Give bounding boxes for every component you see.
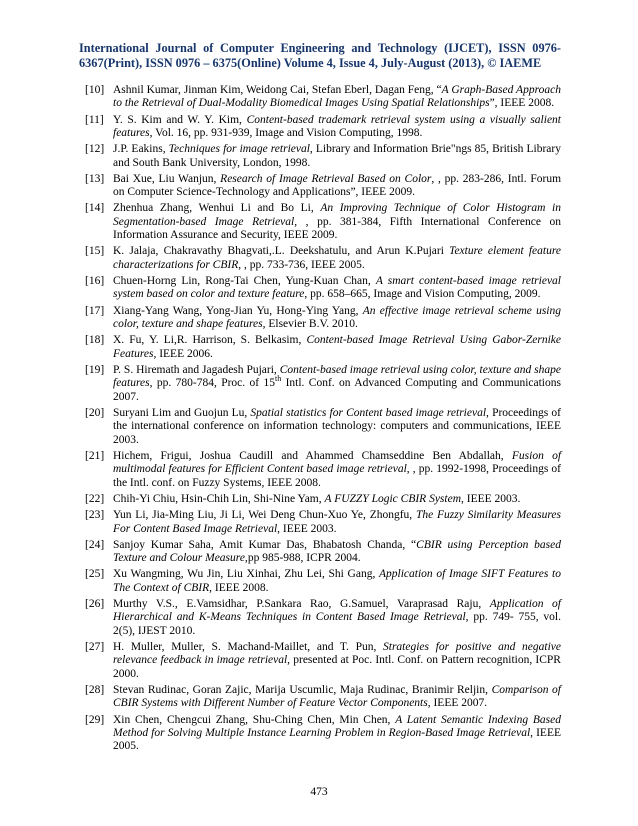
reference-number: [20] (85, 406, 105, 419)
reference-number: [25] (85, 568, 105, 581)
reference-segment: K. Jalaja, Chakravathy Bhagvati,.L. Deekshatulu, and Arun K.Pujari (113, 245, 450, 258)
reference-segment: Suryani Lim and Guojun Lu, (113, 406, 251, 419)
reference-title: A FUZZY Logic CBIR System (324, 492, 462, 505)
reference-segment: , IEEE 2007. (427, 697, 488, 710)
reference-segment: Murthy V.S., E.Vamsidhar, P.Sankara Rao, G.Samuel, Varaprasad Raju, (113, 597, 490, 610)
reference-item (79, 598, 561, 638)
reference-segment: , , pp. 381-384, Fifth International Conference on Information Assurance and Security, IEEE 2009. (113, 215, 561, 242)
reference-item (79, 84, 561, 111)
reference-segment: , Elsevier B.V. 2010. (262, 318, 358, 331)
reference-text (113, 202, 561, 242)
reference-title: Fusion of multimodal features for Efficient Content based image retrieval (113, 449, 562, 476)
reference-title: Texture element feature characterizations for CBIR (113, 245, 561, 271)
reference-segment: ”, IEEE 2008. (489, 97, 555, 110)
reference-segment: Y. S. Kim and W. Y. Kim, (113, 113, 247, 126)
reference-segment: th (274, 374, 282, 384)
reference-segment: Intl. Conf. on Advanced Computing and Communications 2007. (113, 377, 561, 403)
reference-segment: , IEEE 2003. (277, 522, 337, 535)
reference-number: [26] (85, 597, 105, 610)
reference-title: Strategies for positive and negative relevance feedback in image retrieval (113, 640, 561, 667)
reference-number: [12] (85, 143, 105, 156)
reference-number: [28] (85, 684, 105, 696)
reference-title: Application of Image SIFT Features to The Context of CBIR (113, 568, 561, 594)
reference-text (113, 641, 561, 681)
reference-segment: J.P. Eakins, (113, 143, 169, 156)
reference-text (113, 364, 561, 404)
reference-text (113, 114, 561, 141)
reference-list (79, 84, 561, 757)
reference-title: An effective image retrieval scheme using color, texture and shape features (113, 304, 561, 331)
reference-item (79, 334, 561, 361)
reference-number: [14] (85, 202, 105, 215)
reference-text (113, 407, 561, 447)
reference-segment: , IEEE 2008. (209, 581, 269, 594)
reference-text (113, 84, 561, 111)
reference-text (113, 539, 561, 566)
reference-text (113, 714, 561, 754)
reference-text (113, 173, 561, 200)
reference-segment: Xu Wangming, Wu Jin, Liu Xinhai, Zhu Lei, Shi Gang, (113, 568, 380, 581)
reference-segment: Chuen-Horng Lin, Rong-Tai Chen, Yung-Kuan Chan, (113, 275, 376, 288)
reference-number: [23] (85, 509, 105, 522)
reference-segment: X. Fu, Y. Li,R. Harrison, S. Belkasim, (113, 334, 307, 347)
reference-text (113, 598, 561, 638)
reference-segment: Xin Chen, Chengcui Zhang, Shu-Ching Chen, Min Chen, (113, 713, 396, 726)
reference-segment: Bai Xue, Liu Wanjun, (113, 172, 221, 185)
reference-item (79, 509, 561, 536)
reference-segment: Zhenhua Zhang, Wenhui Li and Bo Li, (113, 202, 321, 215)
reference-segment: pp 985-988, ICPR 2004. (247, 552, 361, 565)
reference-number: [10] (85, 84, 105, 96)
reference-segment: , , pp. 1992-1998, Proceedings of the Intl. conf. on Fuzzy Systems, IEEE 2008. (113, 463, 561, 489)
reference-item (79, 641, 561, 681)
reference-title: A smart content-based image retrieval system based on color and texture feature (113, 275, 561, 301)
reference-item (79, 173, 561, 200)
reference-item (79, 245, 561, 272)
reference-title: Research of Image Retrieval Based on Color (220, 172, 432, 185)
reference-item (79, 202, 561, 242)
reference-text (113, 275, 561, 302)
reference-title: Content-based trademark retrieval system using a visually salient features (113, 113, 561, 140)
reference-segment: , IEEE 2003. (461, 492, 521, 505)
reference-item (79, 407, 561, 447)
reference-segment: Yun Li, Jia-Ming Liu, Ji Li, Wei Deng Chun-Xuo Ye, Zhongfu, (113, 509, 416, 522)
page-number: 473 (310, 786, 328, 798)
reference-number: [21] (85, 449, 105, 462)
reference-segment: , IEEE 2006. (153, 347, 213, 360)
reference-text (113, 509, 561, 536)
reference-number: [29] (85, 713, 105, 726)
reference-segment: , , pp. 733-736, IEEE 2005. (238, 258, 365, 271)
reference-item (79, 143, 561, 170)
reference-title: Content-based Image Retrieval Using Gabor-Zernike Features (113, 334, 561, 360)
reference-number: [16] (85, 275, 105, 288)
reference-item (79, 114, 561, 141)
reference-item (79, 493, 561, 506)
reference-title: Techniques for image retrieval (168, 143, 310, 156)
reference-segment: H. Muller, Muller, S. Machand-Maillet, and T. Pun, (113, 640, 383, 653)
reference-number: [19] (85, 363, 105, 376)
reference-number: [15] (85, 245, 105, 258)
reference-segment: , pp. 780-784, Proc. of 15 (149, 377, 275, 390)
reference-title: An Improving Technique of Color Histogram in Segmentation-based Image Retrieval (113, 202, 561, 228)
reference-item (79, 275, 561, 302)
reference-text (113, 568, 561, 595)
reference-title: Application of Hierarchical and K-Means Techniques in Content Based Image Retrieval (113, 597, 561, 624)
reference-title: Comparison of CBIR Systems with Different Number of Feature Vector Components (113, 684, 562, 710)
reference-item (79, 364, 561, 404)
reference-number: [18] (85, 334, 105, 347)
reference-number: [13] (85, 172, 105, 185)
reference-title: CBIR using Perception based Texture and Colour Measure, (113, 538, 562, 565)
reference-segment: , IEEE 2005. (113, 727, 562, 753)
reference-text (113, 493, 561, 506)
reference-number: [24] (85, 538, 105, 551)
reference-item (79, 568, 561, 595)
reference-item (79, 450, 561, 490)
reference-segment: , , pp. 283-286, Intl. Forum on Computer Science-Technology and Applications”, IEEE 2009. (113, 172, 562, 199)
reference-segment: , Proceedings of the international conference on information technology: computers and communications, IEEE 2003. (113, 406, 561, 446)
reference-segment: Stevan Rudinac, Goran Zajic, Marija Uscumlic, Maja Rudinac, Branimir Reljin, (113, 684, 492, 696)
reference-segment: , pp. 658–665, Image and Vision Computing, 2009. (304, 288, 541, 301)
reference-segment: , Vol. 16, pp. 931-939, Image and Vision Computing, 1998. (149, 127, 423, 140)
reference-text (113, 143, 561, 170)
reference-item (79, 305, 561, 332)
reference-segment: , presented at Poc. Intl. Conf. on Pattern recognition, ICPR 2000. (113, 654, 561, 680)
reference-text (113, 334, 561, 361)
reference-number: [11] (85, 113, 104, 126)
reference-segment: Xiang-Yang Wang, Yong-Jian Yu, Hong-Ying Yang, (113, 304, 363, 317)
reference-title: The Fuzzy Similarity Measures For Content Based Image Retrieval (113, 509, 562, 535)
reference-number: [17] (85, 304, 105, 317)
reference-number: [27] (85, 640, 105, 653)
reference-title: A Latent Semantic Indexing Based Method for Solving Multiple Instance Learning Problem in Region-Based Image Retrieval (113, 713, 562, 740)
reference-text (113, 245, 561, 272)
reference-item (79, 539, 561, 566)
reference-segment: Chih-Yi Chiu, Hsin-Chih Lin, Shi-Nine Yam, (113, 492, 325, 505)
reference-segment: P. S. Hiremath and Jagadesh Pujari, (113, 363, 280, 376)
reference-item (79, 684, 561, 711)
reference-number: [22] (85, 492, 105, 505)
reference-item (79, 714, 561, 754)
reference-title: Content-based image retrieval using color, texture and shape features (113, 363, 561, 390)
reference-segment: , pp. 749- 755, vol. 2(5), IJEST 2010. (113, 611, 561, 637)
reference-segment: , Library and Information Brie"ngs 85, British Library and South Bank University, London, 1998. (113, 143, 561, 169)
reference-segment: Sanjoy Kumar Saha, Amit Kumar Das, Bhabatosh Chanda, “ (113, 538, 417, 551)
reference-text (113, 450, 561, 490)
reference-segment: Ashnil Kumar, Jinman Kim, Weidong Cai, Stefan Eberl, Dagan Feng, “ (113, 84, 442, 96)
reference-text (113, 305, 561, 332)
reference-segment: Hichem, Frigui, Joshua Caudill and Ahammed Chamseddine Ben Abdallah, (113, 449, 512, 462)
reference-title: Spatial statistics for Content based image retrieval (250, 406, 487, 419)
reference-title: A Graph-Based Approach to the Retrieval of Dual-Modality Biomedical Images Using Spatial Relationships (113, 84, 561, 110)
journal-header: International Journal of Computer Engineering and Technology (IJCET), ISSN 0976-6367(Print), ISSN 0976 – 6375(Online) Volume 4, Issue 4, July-August (2013), © IAEME (79, 41, 561, 70)
reference-text (113, 684, 561, 711)
